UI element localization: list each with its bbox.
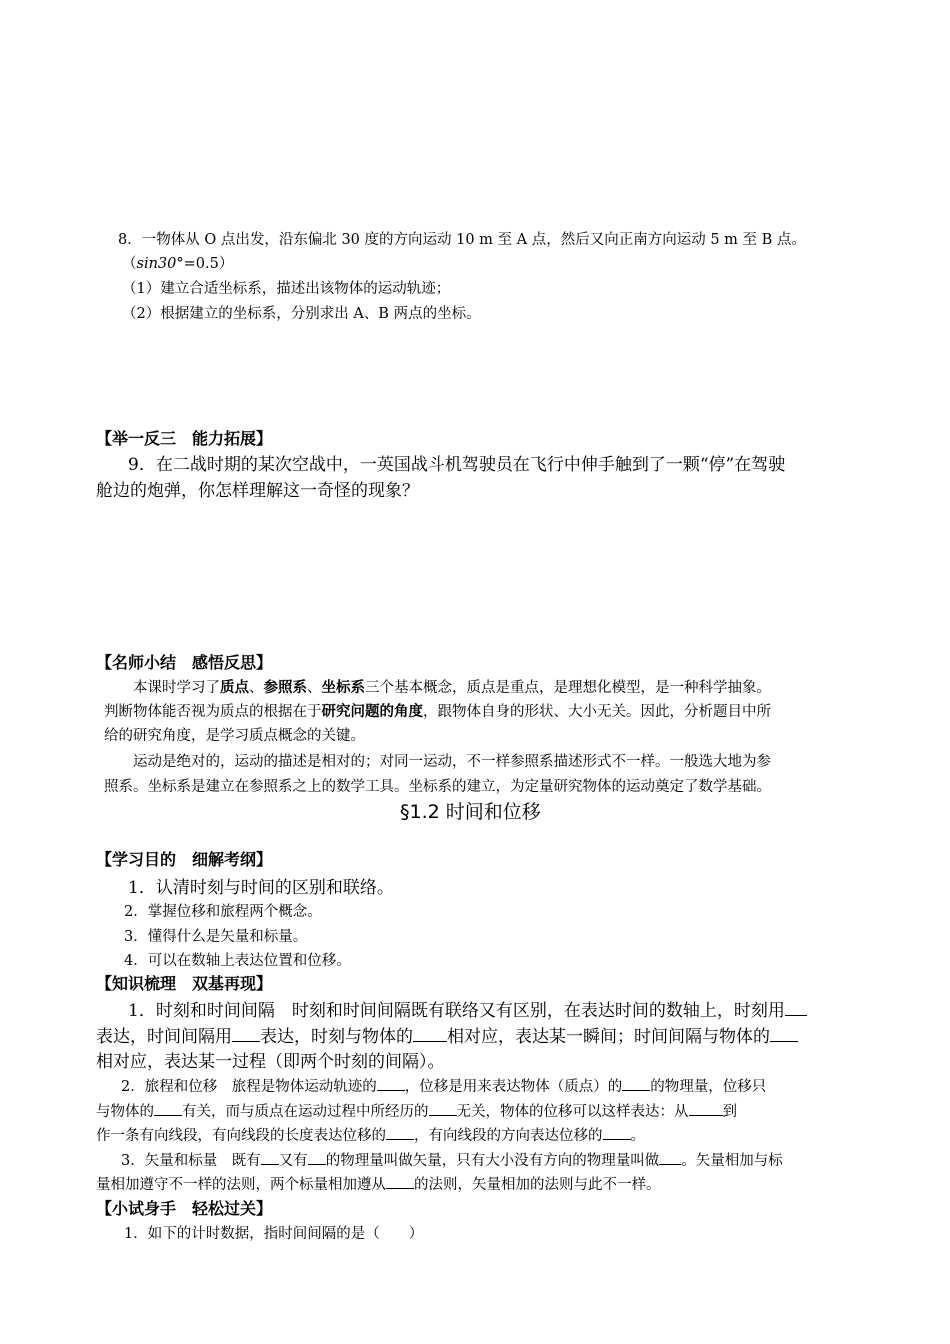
k2-l2-d: 到 [722,1104,737,1120]
goal-item-1: 1．认清时刻与时间的区别和联络。 [128,878,394,898]
fill-blank [232,1026,260,1042]
k1-l1-text: 1．时刻和时间间隔 时刻和时间间隔既有联络又有区别，在表达时间的数轴上，时刻用 [128,1001,785,1021]
k2-l3-b: ，有向线段的方向表达位移的 [414,1128,603,1144]
q8-part2: （2）根据建立的坐标系，分别求出 A、B 两点的坐标。 [122,306,481,322]
summary-p1-line2-a: 判断物体能否视为质点的根据在于 [104,704,322,720]
q9-line1: 9．在二战时期的某次空战中，一英国战斗机驾驶员在飞行中伸手触到了一颗“停”在驾驶 [128,455,786,475]
summary-p1-d: 、 [307,680,322,696]
summary-p1-line3: 给的研究角度，是学习质点概念的关键。 [104,728,365,744]
goal-item-2: 2．掌握位移和旅程两个概念。 [124,904,322,920]
fill-blank [154,1100,182,1116]
goal-item-3: 3．懂得什么是矢量和标量。 [124,929,308,945]
summary-p1-a: 本课时学习了 [133,680,220,696]
q8-line1: 8．一物体从 O 点出发，沿东偏北 30 度的方向运动 10 m 至 A 点，然后又向正南方向运动 5 m 至 B 点。 [118,232,806,248]
fill-blank [308,1149,326,1165]
k1-line2 [96,1022,798,1047]
heading-knowledge: 【知识梳理 双基再现】 [96,974,273,993]
k1-line1 [128,996,807,1021]
k1-l2-b: 表达，时刻与物体的 [260,1027,413,1047]
k3-l1-c: 的物理量叫做矢量，只有大小没有方向的物理量叫做 [325,1153,660,1169]
k3-l2-a: 量相加遵守不一样的法则，两个标量相加遵从 [96,1177,386,1193]
k2-l3-a: 作一条有向线段，有向线段的长度表达位移的 [96,1128,386,1144]
fill-blank [785,1000,807,1016]
fill-blank [689,1100,723,1116]
summary-p1-line2-c: ，跟物体自身的形状、大小无关。因此，分析题目中所 [423,704,771,720]
fill-blank [770,1026,798,1042]
fill-blank [659,1149,681,1165]
section-title: §1.2 时间和位移 [400,801,541,823]
term-zhidian: 质点 [220,680,249,696]
heading-juyi: 【举一反三 能力拓展】 [96,429,273,448]
fill-blank [413,1026,447,1042]
k3-line1 [121,1149,783,1170]
heading-goals: 【学习目的 细解考纲】 [96,850,273,869]
term-canzhaoxi: 参照系 [263,680,307,696]
k2-line1 [121,1075,766,1096]
summary-p1-line1 [133,676,771,697]
k1-line3: 相对应，表达某一过程（即两个时刻的间隔）。 [96,1052,445,1072]
q8-hint-rest: =0.5） [183,256,234,272]
q8-part1: （1）建立合适坐标系，描述出该物体的运动轨迹； [122,281,451,297]
summary-p2-line1: 运动是绝对的，运动的描述是相对的；对同一运动，不一样参照系描述形式不一样。一般选大地为参 [133,754,771,770]
fill-blank [622,1075,650,1091]
k1-l2-c: 相对应，表达某一瞬间；时间间隔与物体的 [447,1027,770,1047]
summary-p1-line2 [104,700,771,721]
summary-p1-e: 三个基本概念，质点是重点，是理想化模型，是一种科学抽象。 [365,680,771,696]
k2-l1-c: 的物理量，位移只 [650,1079,767,1095]
k2-l2-a: 与物体的 [96,1104,154,1120]
summary-p1-c: 、 [249,680,264,696]
k2-l2-b: 有关，而与质点在运动过程中所经历的 [182,1104,429,1120]
fill-blank [386,1173,414,1189]
q9-line2: 舱边的炮弹，你怎样理解这一奇怪的现象？ [96,481,419,501]
fill-blank [429,1100,457,1116]
fill-blank [603,1124,631,1140]
k2-l3-c: 。 [630,1128,645,1144]
q8-hint-open: （ [122,256,137,272]
fill-blank [386,1124,414,1140]
q8-hint-formula: sin30° [136,256,184,272]
heading-summary: 【名师小结 感悟反思】 [96,653,273,672]
k3-l1-a: 3．矢量和标量 既有 [121,1153,261,1169]
k3-l1-b: 又有 [278,1153,308,1169]
k3-line2 [96,1173,661,1194]
fill-blank [261,1149,279,1165]
heading-try: 【小试身手 轻松过关】 [96,1199,273,1218]
fill-blank [377,1075,405,1091]
k3-l2-b: 的法则，矢量相加的法则与此不一样。 [414,1177,661,1193]
k2-l2-c: 无关，物体的位移可以这样表达：从 [456,1104,689,1120]
k1-l2-a: 表达，时间间隔用 [96,1027,232,1047]
goal-item-4: 4．可以在数轴上表达位置和位移。 [124,953,351,969]
summary-p2-line2: 照系。坐标系是建立在参照系之上的数学工具。坐标系的建立，为定量研究物体的运动奠定了数学基础。 [104,779,771,795]
k2-line3 [96,1124,645,1145]
k2-l1-b: ，位移是用来表达物体（质点）的 [404,1079,623,1095]
k2-l1-a: 2．旅程和位移 旅程是物体运动轨迹的 [121,1079,377,1095]
term-zuobiaoxi: 坐标系 [321,680,365,696]
q8-hint [122,252,233,273]
term-research-angle: 研究问题的角度 [321,704,423,720]
try-q1: 1．如下的计时数据，指时间间隔的是（ ） [124,1226,424,1242]
k3-l1-d: 。矢量相加与标 [681,1153,783,1169]
k2-line2 [96,1100,737,1121]
